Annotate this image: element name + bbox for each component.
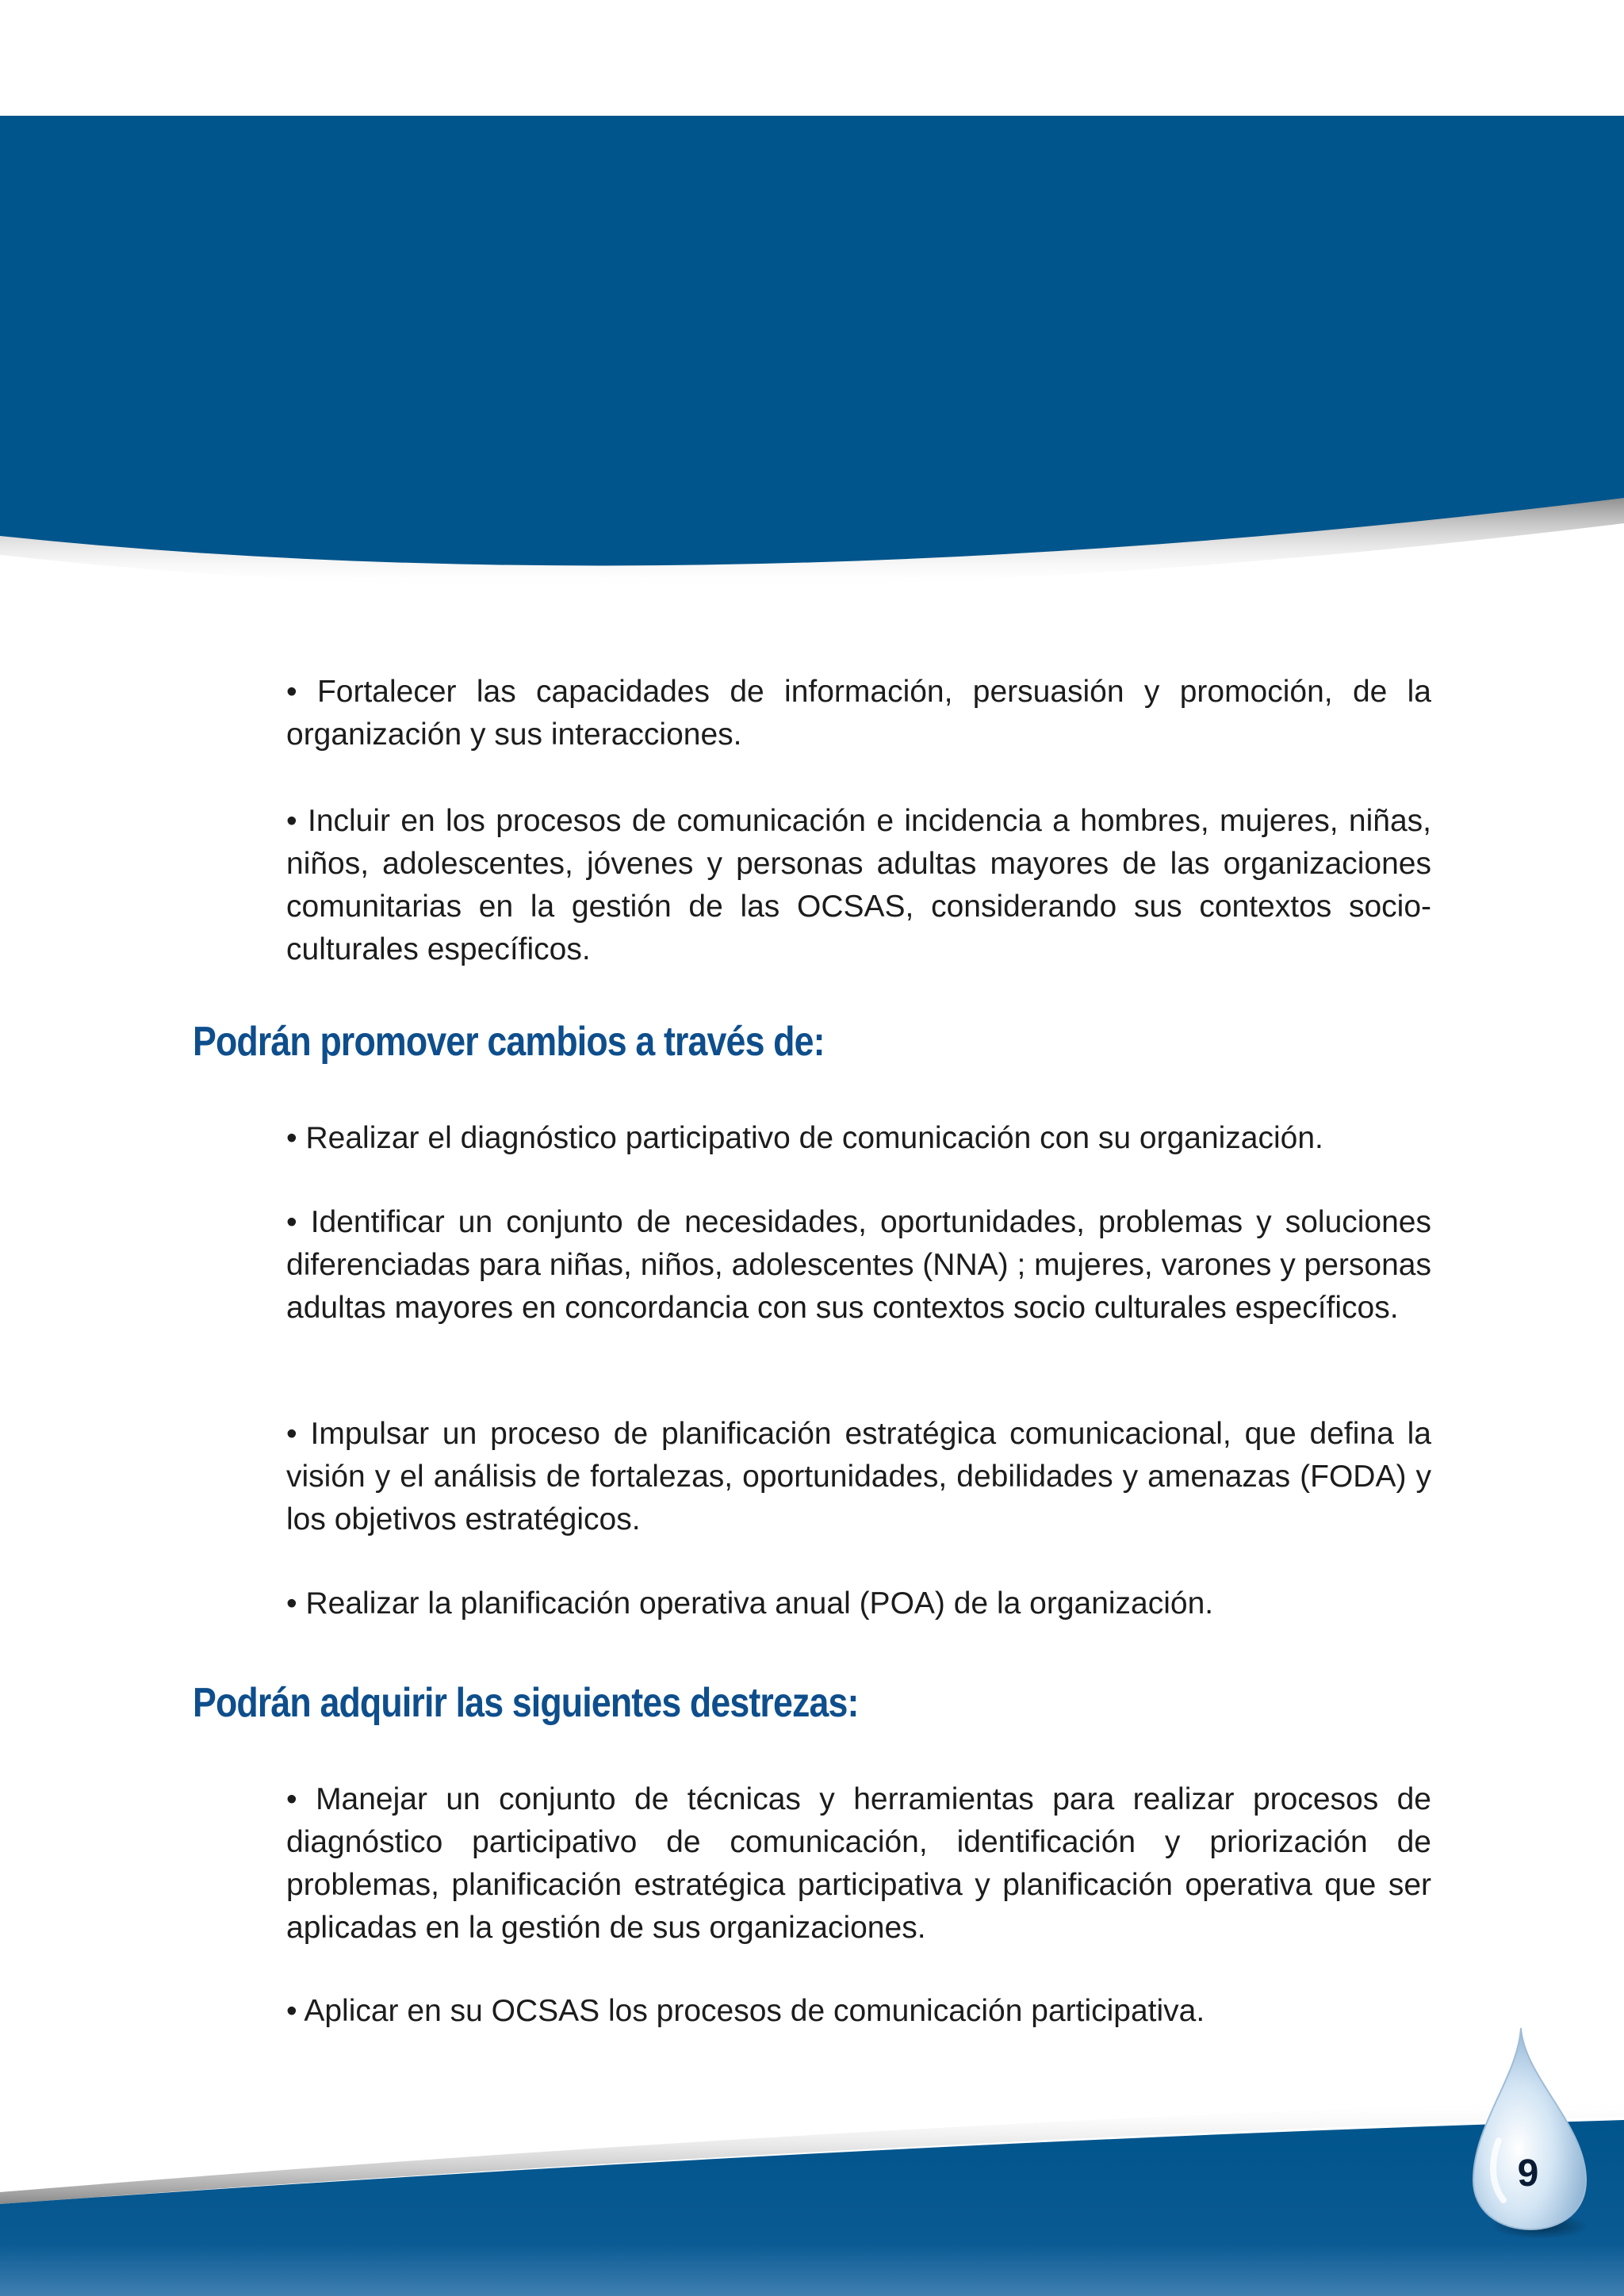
bullet-manejar: • Manejar un conjunto de técnicas y herramientas para realizar procesos de diagnóstico participativo de comunicación, identificación y priorización de problemas, planificación estratégica participativa y planificación operativa que ser aplicadas en la gestión de sus organizaciones.: [286, 1782, 1431, 1945]
bullet-diagnostico: • Realizar el diagnóstico participativo de comunicación con su organización.: [286, 1121, 1323, 1155]
heading-adquirir-destrezas: Podrán adquirir las siguientes destrezas:: [193, 1680, 859, 1726]
footer-blue-band: [0, 2093, 1624, 2296]
bullet-fortalecer: • Fortalecer las capacidades de información, persuasión y promoción, de la organización y sus interacciones.: [286, 675, 1431, 752]
bullet-impulsar: • Impulsar un proceso de planificación estratégica comunicacional, que defina la visión y el análisis de fortalezas, oportunidades, debilidades y amenazas (FODA) y los objetivos estratégicos.: [286, 1417, 1431, 1536]
bullet-incluir: • Incluir en los procesos de comunicación e incidencia a hombres, mujeres, niñas, niños, adolescentes, jóvenes y personas adultas mayores de las organizaciones comunitarias en la gestión de las OCSAS, considerando sus contextos socio-culturales específicos.: [286, 804, 1431, 966]
bullet-identificar: • Identificar un conjunto de necesidades, oportunidades, problemas y soluciones diferenciadas para niñas, niños, adolescentes (NNA) ; mujeres, varones y personas adultas mayores en concordancia con sus contextos socio culturales específicos.: [286, 1205, 1431, 1325]
page-number: 9: [1517, 2152, 1539, 2195]
header-blue-band: [0, 0, 1624, 603]
bullet-poa: • Realizar la planificación operativa anual (POA) de la organización.: [286, 1586, 1214, 1621]
heading-promover-cambios: Podrán promover cambios a través de:: [193, 1019, 825, 1065]
bullet-aplicar: • Aplicar en su OCSAS los procesos de comunicación participativa.: [286, 1994, 1205, 2028]
water-drop-icon: [1467, 2022, 1594, 2244]
